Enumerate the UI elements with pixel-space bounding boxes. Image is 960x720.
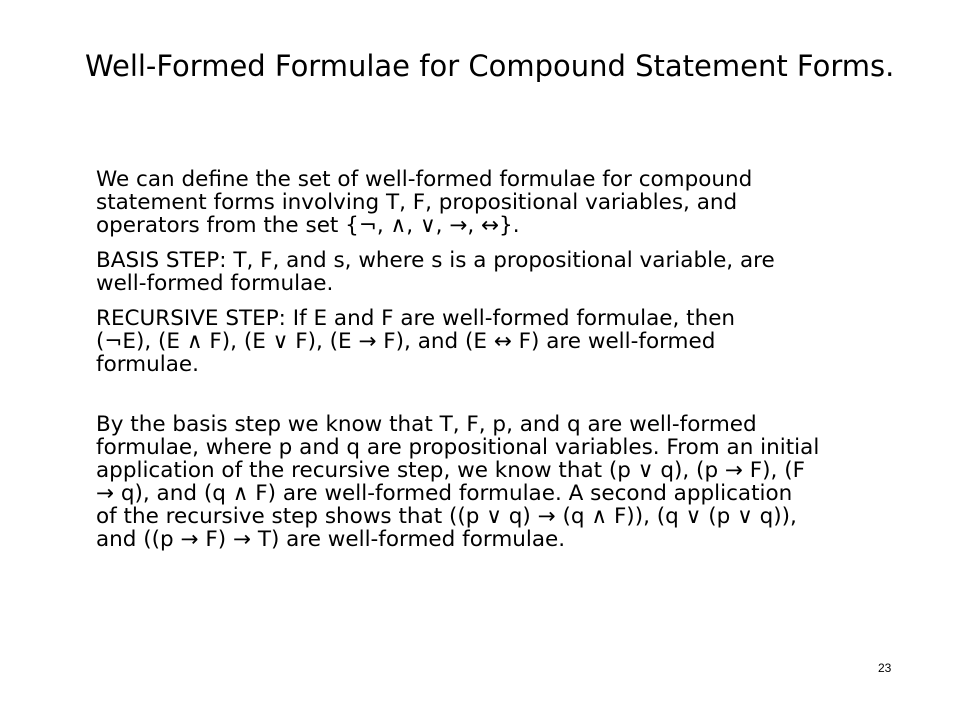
text-line: application of the recursive step, we know that (p ∨ q), (p → F), (F [96, 458, 805, 483]
text-line: operators from the set {¬, ∧, ∨, →, ↔}. [96, 213, 520, 238]
text-line: formulae. [96, 352, 199, 377]
text-line: formulae, where p and q are propositional variables. From an initial [96, 435, 820, 460]
example-paragraph [96, 413, 926, 551]
text-line: By the basis step we know that T, F, p, and q are well-formed [96, 412, 757, 437]
text-line: of the recursive step shows that ((p ∨ q) → (q ∧ F)), (q ∨ (p ∨ q)), [96, 504, 797, 529]
text-line: → q), and (q ∧ F) are well-formed formulae. A second application [96, 481, 793, 506]
text-line: and ((p → F) → T) are well-formed formulae. [96, 527, 566, 552]
slide-title: Well-Formed Formulae for Compound Statement Forms. [85, 49, 895, 83]
text-line: BASIS STEP: T, F, and s, where s is a propositional variable, are [96, 248, 775, 273]
basis-step-paragraph [96, 249, 926, 295]
recursive-step-paragraph [96, 307, 926, 376]
text-line: statement forms involving T, F, propositional variables, and [96, 190, 738, 215]
text-line: (¬E), (E ∧ F), (E ∨ F), (E → F), and (E ↔ F) are well-formed [96, 329, 716, 354]
slide-body [96, 168, 926, 551]
page-number: 23 [878, 661, 892, 675]
text-line: RECURSIVE STEP: If E and F are well-formed formulae, then [96, 306, 736, 331]
definition-paragraph [96, 168, 926, 237]
text-line: We can define the set of well-formed formulae for compound [96, 167, 753, 192]
text-line: well-formed formulae. [96, 271, 334, 296]
